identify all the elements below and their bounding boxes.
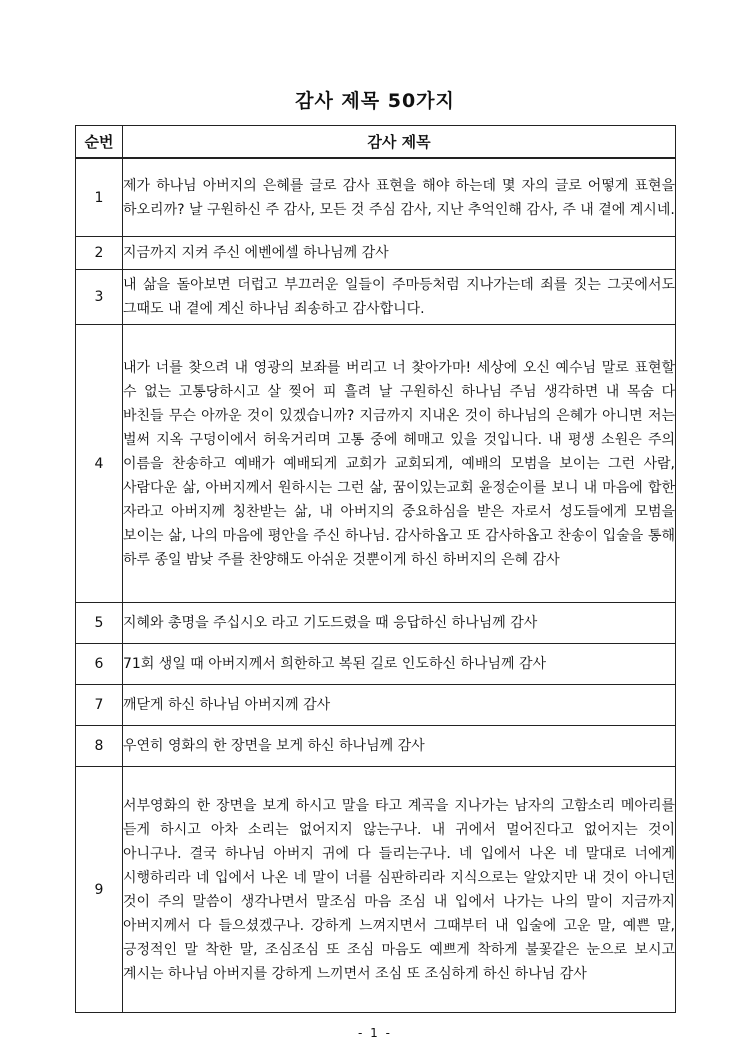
table-row bbox=[76, 158, 676, 237]
table-row bbox=[76, 685, 676, 726]
row-text: 내가 너를 찾으려 내 영광의 보좌를 버리고 너 찾아가마! 세상에 오신 예수님 말로 표현할 수 없는 고통당하시고 살 찢어 피 흘려 날 구원하신 하나님 주님 생각하면 내 목숨 다 바친들 무슨 아까운 것이 있겠습니까? 지금까지 지내온 것이 하나님의 은혜가 아니면 저는 벌써 지옥 구덩이에서 허욱거리며 고통 중에 헤매고 있을 것입니다. 내 평생 소원은 주의 이름을 찬송하고 예배가 예배되게 교회가 교회되게, 예배의 모범을 보이는 그런 사람, 사람다운 삶, 아버지께서 원하시는 그런 삶, 꿈이있는교회 윤정순이를 보니 내 마음에 합한 자라고 아버지께 칭찬받는 삶, 내 아버지의 중요하심을 받은 자로서 성도들에게 모범을 보이는 삶, 나의 마음에 평안을 주신 하나님. 감사하옵고 또 감사하옵고 찬송이 입술을 통해 하루 종일 밤낮 주를 찬양해도 아쉬운 것뿐이게 하신 하버지의 은혜 감사 bbox=[123, 325, 676, 603]
table-row bbox=[76, 726, 676, 767]
table-row bbox=[76, 767, 676, 1013]
row-number: 9 bbox=[76, 767, 123, 1013]
row-number: 4 bbox=[76, 325, 123, 603]
page-title: 감사 제목 50가지 bbox=[295, 90, 455, 112]
header-title: 감사 제목 bbox=[123, 126, 676, 159]
table-row bbox=[76, 325, 676, 603]
row-number: 2 bbox=[76, 237, 123, 270]
row-number: 8 bbox=[76, 726, 123, 767]
row-number: 1 bbox=[76, 158, 123, 237]
row-number: 5 bbox=[76, 603, 123, 644]
row-number: 6 bbox=[76, 644, 123, 685]
row-text: 내 삶을 돌아보면 더럽고 부끄러운 일들이 주마등처럼 지나가는데 죄를 짓는 그곳에서도 그때도 내 곁에 계신 하나님 죄송하고 감사합니다. bbox=[123, 270, 676, 325]
row-number: 7 bbox=[76, 685, 123, 726]
row-text: 제가 하나님 아버지의 은혜를 글로 감사 표현을 해야 하는데 몇 자의 글로 어떻게 표현을 하오리까? 날 구원하신 주 감사, 모든 것 주심 감사, 지난 추억인해 감사, 주 내 곁에 계시네. bbox=[123, 158, 676, 237]
row-text: 지금까지 지켜 주신 에벤에셀 하나님께 감사 bbox=[123, 237, 676, 270]
table-header-row bbox=[76, 126, 676, 159]
table-row bbox=[76, 270, 676, 325]
row-text: 우연히 영화의 한 장면을 보게 하신 하나님께 감사 bbox=[123, 726, 676, 767]
table-row bbox=[76, 237, 676, 270]
header-number: 순번 bbox=[76, 126, 123, 159]
table-row bbox=[76, 644, 676, 685]
gratitude-table bbox=[75, 125, 676, 1013]
table-row bbox=[76, 603, 676, 644]
row-number: 3 bbox=[76, 270, 123, 325]
page-number: - 1 - bbox=[358, 1026, 392, 1040]
row-text: 깨닫게 하신 하나님 아버지께 감사 bbox=[123, 685, 676, 726]
row-text: 지혜와 총명을 주십시오 라고 기도드렸을 때 응답하신 하나님께 감사 bbox=[123, 603, 676, 644]
row-text: 71회 생일 때 아버지께서 희한하고 복된 길로 인도하신 하나님께 감사 bbox=[123, 644, 676, 685]
row-text: 서부영화의 한 장면을 보게 하시고 말을 타고 계곡을 지나가는 남자의 고함소리 메아리를 듣게 하시고 아차 소리는 없어지지 않는구나. 내 귀에서 멀어진다고 없어지는 것이 아니구나. 결국 하나님 아버지 귀에 다 들리는구나. 네 입에서 나온 네 말대로 너에게 시행하리라 네 입에서 나온 네 말이 너를 심판하리라 지식으로는 알았지만 내 것이 아니던 것이 주의 말씀이 생각나면서 말조심 마음 조심 내 입에서 나가는 나의 말이 지금까지 아버지께서 다 들으셨겠구나. 강하게 느껴지면서 그때부터 내 입술에 고운 말, 예쁜 말, 긍정적인 말 착한 말, 조심조심 또 조심 마음도 예쁘게 착하게 불꽃같은 눈으로 보시고 계시는 하나님 아버지를 강하게 느끼면서 조심 또 조심하게 하신 하나님 감사 bbox=[123, 767, 676, 1013]
